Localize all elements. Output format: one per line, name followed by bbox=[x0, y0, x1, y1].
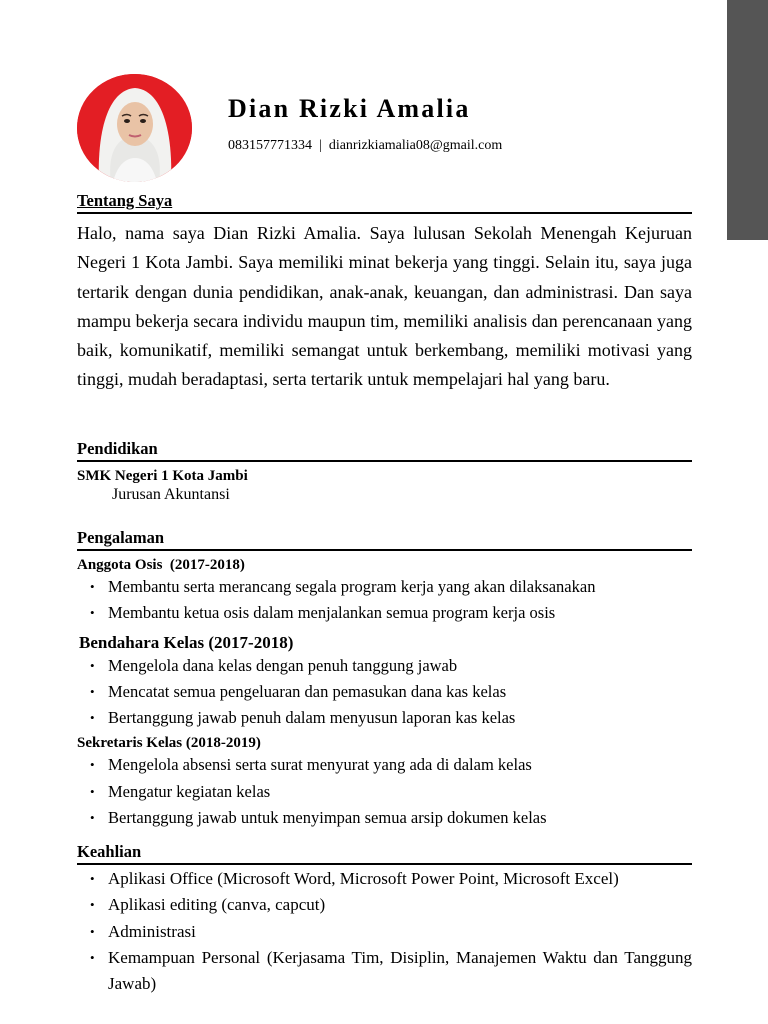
experience-section bbox=[77, 528, 692, 831]
list-item: • Aplikasi editing (canva, capcut) bbox=[77, 892, 692, 918]
education-section bbox=[77, 439, 692, 505]
list-item: • Bertanggung jawab untuk menyimpan semua arsip dokumen kelas bbox=[77, 805, 692, 831]
role-duties-list bbox=[77, 574, 692, 627]
skills-list bbox=[77, 866, 692, 997]
bullet-icon: • bbox=[90, 949, 95, 965]
bullet-icon: • bbox=[90, 710, 95, 726]
section-title-about: Tentang Saya bbox=[77, 191, 692, 214]
list-item: • Administrasi bbox=[77, 919, 692, 945]
school-name: SMK Negeri 1 Kota Jambi bbox=[77, 468, 248, 484]
bullet-icon: • bbox=[90, 683, 95, 699]
contact-line bbox=[228, 138, 502, 154]
list-item: • Mengelola absensi serta surat menyurat yang ada di dalam kelas bbox=[77, 752, 692, 778]
bullet-icon: • bbox=[90, 923, 95, 939]
list-item: • Mencatat semua pengeluaran dan pemasukan dana kas kelas bbox=[77, 679, 692, 705]
list-item: • Membantu serta merancang segala program kerja yang akan dilaksanakan bbox=[77, 574, 692, 600]
role-title: Anggota Osis (2017-2018) bbox=[77, 557, 245, 573]
list-item: • Bertanggung jawab penuh dalam menyusun laporan kas kelas bbox=[77, 705, 692, 731]
profile-photo bbox=[77, 74, 192, 182]
role-title: Bendahara Kelas (2017-2018) bbox=[79, 632, 294, 652]
bullet-icon: • bbox=[90, 757, 95, 773]
school-major: Jurusan Akuntansi bbox=[112, 486, 230, 503]
role-title: Sekretaris Kelas (2018-2019) bbox=[77, 735, 261, 752]
scrollbar-thumb[interactable] bbox=[727, 0, 768, 240]
role-duties-list bbox=[77, 752, 692, 831]
contact-separator: | bbox=[319, 138, 322, 153]
list-item: • Mengatur kegiatan kelas bbox=[77, 779, 692, 805]
section-title-skills: Keahlian bbox=[77, 842, 692, 865]
skills-section bbox=[77, 842, 692, 997]
bullet-icon: • bbox=[90, 871, 95, 886]
bullet-icon: • bbox=[90, 579, 95, 594]
phone-number: 083157771334 bbox=[228, 138, 312, 153]
list-item: • Mengelola dana kelas dengan penuh tanggung jawab bbox=[77, 653, 692, 679]
section-title-education: Pendidikan bbox=[77, 439, 692, 462]
list-item: • Kemampuan Personal (Kerjasama Tim, Disiplin, Manajemen Waktu dan Tanggung Jawab) bbox=[77, 945, 692, 998]
person-avatar-icon bbox=[77, 74, 192, 182]
bullet-icon: • bbox=[90, 783, 95, 799]
bullet-icon: • bbox=[90, 897, 95, 913]
role-duties-list bbox=[77, 653, 692, 732]
bullet-icon: • bbox=[90, 657, 95, 673]
about-section bbox=[77, 191, 692, 395]
list-item: • Aplikasi Office (Microsoft Word, Microsoft Power Point, Microsoft Excel) bbox=[77, 866, 692, 892]
candidate-name: Dian Rizki Amalia bbox=[228, 94, 471, 123]
about-paragraph: Halo, nama saya Dian Rizki Amalia. Saya lulusan Sekolah Menengah Kejuruan Negeri 1 Kota Jambi. Saya memiliki minat bekerja yang tinggi. Selain itu, saya juga tertarik dengan dunia pendidikan, anak-anak, keuangan, dan administrasi. Dan saya mampu bekerja secara individu maupun tim, memiliki analisis dan perencanaan yang baik, komunikatif, memiliki semangat untuk berkembang, memiliki motivasi yang tinggi, mudah beradaptasi, serta tertarik untuk mempelajari hal yang baru. bbox=[77, 223, 692, 390]
bullet-icon: • bbox=[90, 810, 95, 826]
list-item: • Membantu ketua osis dalam menjalankan semua program kerja osis bbox=[77, 600, 692, 626]
bullet-icon: • bbox=[90, 605, 95, 621]
email-address: dianrizkiamalia08@gmail.com bbox=[328, 138, 503, 153]
section-title-experience: Pengalaman bbox=[77, 528, 692, 551]
